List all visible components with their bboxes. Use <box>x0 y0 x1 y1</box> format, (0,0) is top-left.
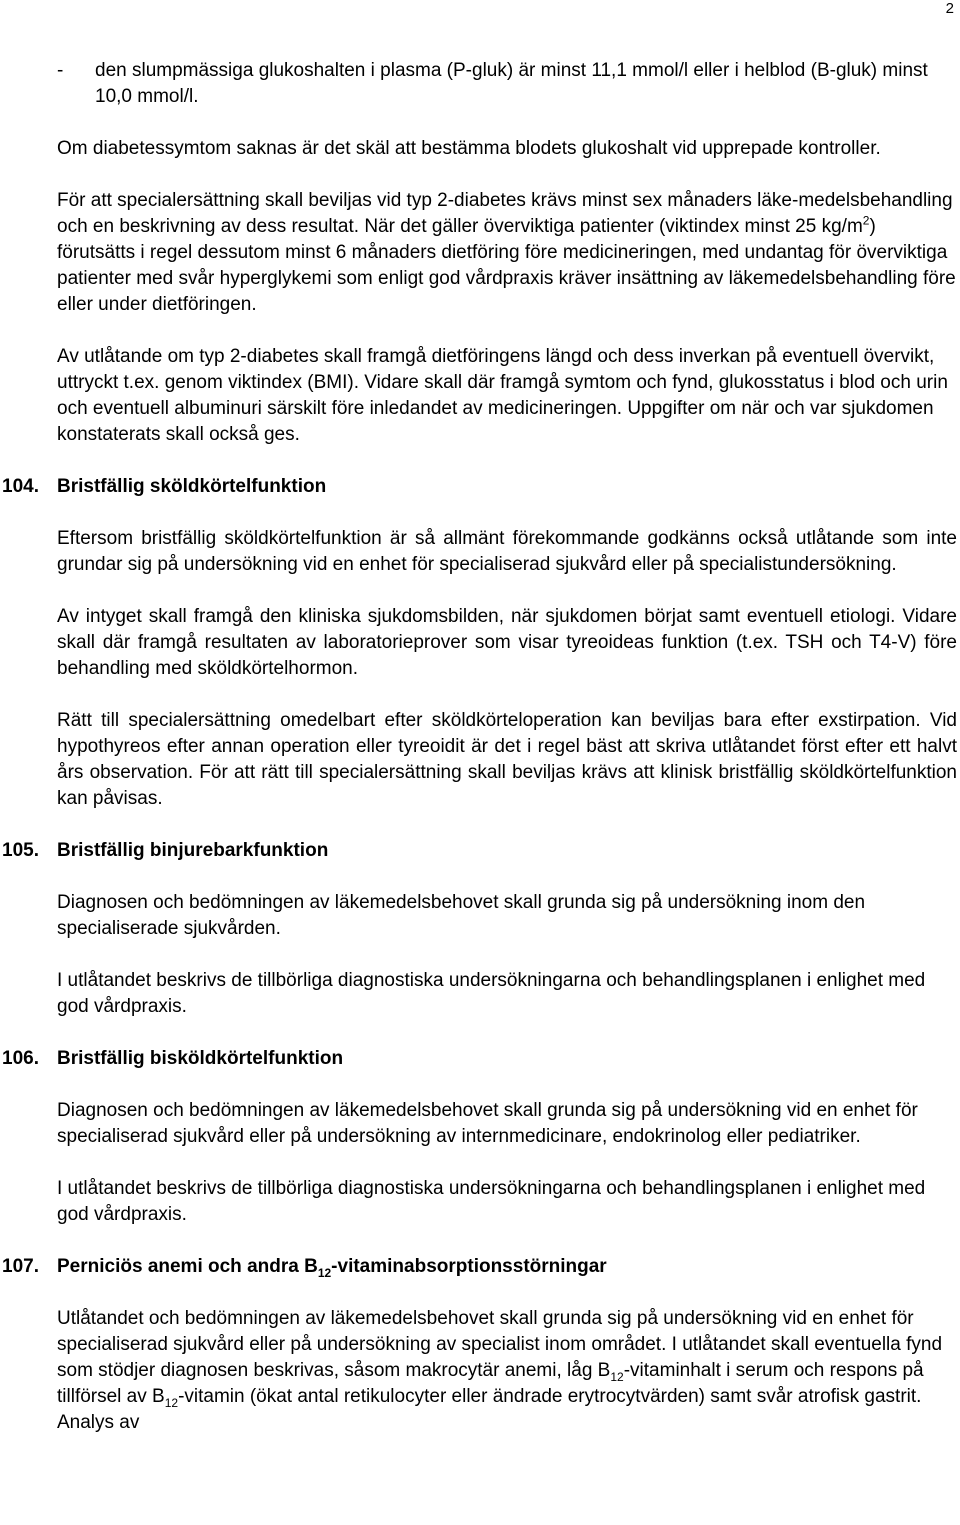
paragraph: Diagnosen och bedömningen av läkemedelsbehovet skall grunda sig på undersökning vid en enhet för specialiserad sjukvård eller på undersökning av internmedicinare, endokrinolog eller pediatriker. <box>57 1100 918 1147</box>
section-title: -vitaminabsorptionsstörningar <box>331 1256 607 1277</box>
section-number: 107. <box>2 1256 39 1277</box>
paragraph <box>57 1306 957 1436</box>
section-title: Bristfällig binjurebarkfunktion <box>57 840 329 861</box>
section-title: Perniciös anemi och andra B <box>57 1256 318 1277</box>
section-number: 105. <box>2 840 39 861</box>
subscript: 12 <box>317 1265 332 1280</box>
section-title: Bristfällig bisköldkörtelfunktion <box>57 1048 344 1069</box>
section-title: Bristfällig sköldkörtelfunktion <box>57 476 327 497</box>
paragraph-text: ) förutsätts i regel dessutom minst 6 månaders dietföring före medicineringen, med undantag för överviktiga patienter med svår hyperglykemi som enligt god vårdpraxis kräver insättning av läkemedelsbehandling före eller under dietföringen. <box>57 216 956 315</box>
paragraph: Rätt till specialersättning omedelbart efter sköldkörteloperation kan beviljas bara efter exstirpation. Vid hypothyreos efter annan operation eller tyreoidit är det i regel bäst att skriva utlåtandet först efter ett halvt års observation. För att rätt till specialersättning skall beviljas krävs att klinisk bristfällig sköldkörtelfunktion kan påvisas. <box>57 710 957 809</box>
paragraph-text: Utlåtandet och bedömningen av läkemedelsbehovet skall grunda sig på undersökning vid en enhet för specialiserad sjukvård eller på undersökning av specialist inom området. I utlåtandet skall eventuella fynd som stödjer diagnosen beskrivas, såsom makrocytär anemi, låg B <box>57 1308 943 1381</box>
subscript: 12 <box>610 1369 624 1384</box>
page-number: 2 <box>945 0 954 17</box>
section-heading-104 <box>2 474 957 500</box>
section-heading-106 <box>2 1046 957 1072</box>
paragraph: I utlåtandet beskrivs de tillbörliga diagnostiska undersökningarna och behandlingsplanen i enlighet med god vårdpraxis. <box>57 1178 926 1225</box>
paragraph-text: -vitamin (ökat antal retikulocyter eller ändrade erytrocytvärden) samt svår atrofisk gastrit. Analys av <box>57 1386 922 1433</box>
paragraph-text: -vitaminhalt i serum och respons på tillförsel av B <box>57 1360 924 1407</box>
section-number: 104. <box>2 476 39 497</box>
section-number: 106. <box>2 1048 39 1069</box>
paragraph: Av utlåtande om typ 2-diabetes skall framgå dietföringens längd och dess inverkan på eventuell övervikt, uttryckt t.ex. genom viktindex (BMI). Vidare skall där framgå symtom och fynd, glukosstatus i blod och urin och eventuell albuminuri särskilt före inledandet av medicineringen. Uppgifter om när och var sjukdomen konstaterats skall också ges. <box>57 346 948 445</box>
list-item <box>57 58 957 110</box>
superscript: 2 <box>862 213 870 228</box>
paragraph-text: För att specialersättning skall beviljas vid typ 2-diabetes krävs minst sex månaders läke-medelsbehandling och en beskrivning av dess resultat. När det gäller överviktiga patienter (viktindex minst 25 kg/m <box>57 190 953 237</box>
bullet-text: den slumpmässiga glukoshalten i plasma (P-gluk) är minst 11,1 mmol/l eller i helblod (B-gluk) minst 10,0 mmol/l. <box>95 60 928 107</box>
paragraph: I utlåtandet beskrivs de tillbörliga diagnostiska undersökningarna och behandlingsplanen i enlighet med god vårdpraxis. <box>57 970 926 1017</box>
paragraph: Eftersom bristfällig sköldkörtelfunktion är så allmänt förekommande godkänns också utlåtande som inte grundar sig på undersökning vid en enhet för specialiserad sjukvård eller på specialistundersökning. <box>57 528 957 575</box>
paragraph <box>57 188 957 318</box>
paragraph: Om diabetessymtom saknas är det skäl att bestämma blodets glukoshalt vid upprepade kontroller. <box>57 138 881 159</box>
document-body <box>2 58 957 1462</box>
section-heading-105 <box>2 838 957 864</box>
subscript: 12 <box>164 1395 179 1410</box>
section-heading-107 <box>2 1254 957 1280</box>
bullet-dash: - <box>57 60 64 81</box>
paragraph: Diagnosen och bedömningen av läkemedelsbehovet skall grunda sig på undersökning inom den specialiserade sjukvården. <box>57 892 866 939</box>
paragraph: Av intyget skall framgå den kliniska sjukdomsbilden, när sjukdomen börjat samt eventuell etiologi. Vidare skall där framgå resultaten av laboratorieprover som visar tyreoideas funktion (t.ex. TSH och T4-V) före behandling med sköldkörtelhormon. <box>57 606 957 679</box>
